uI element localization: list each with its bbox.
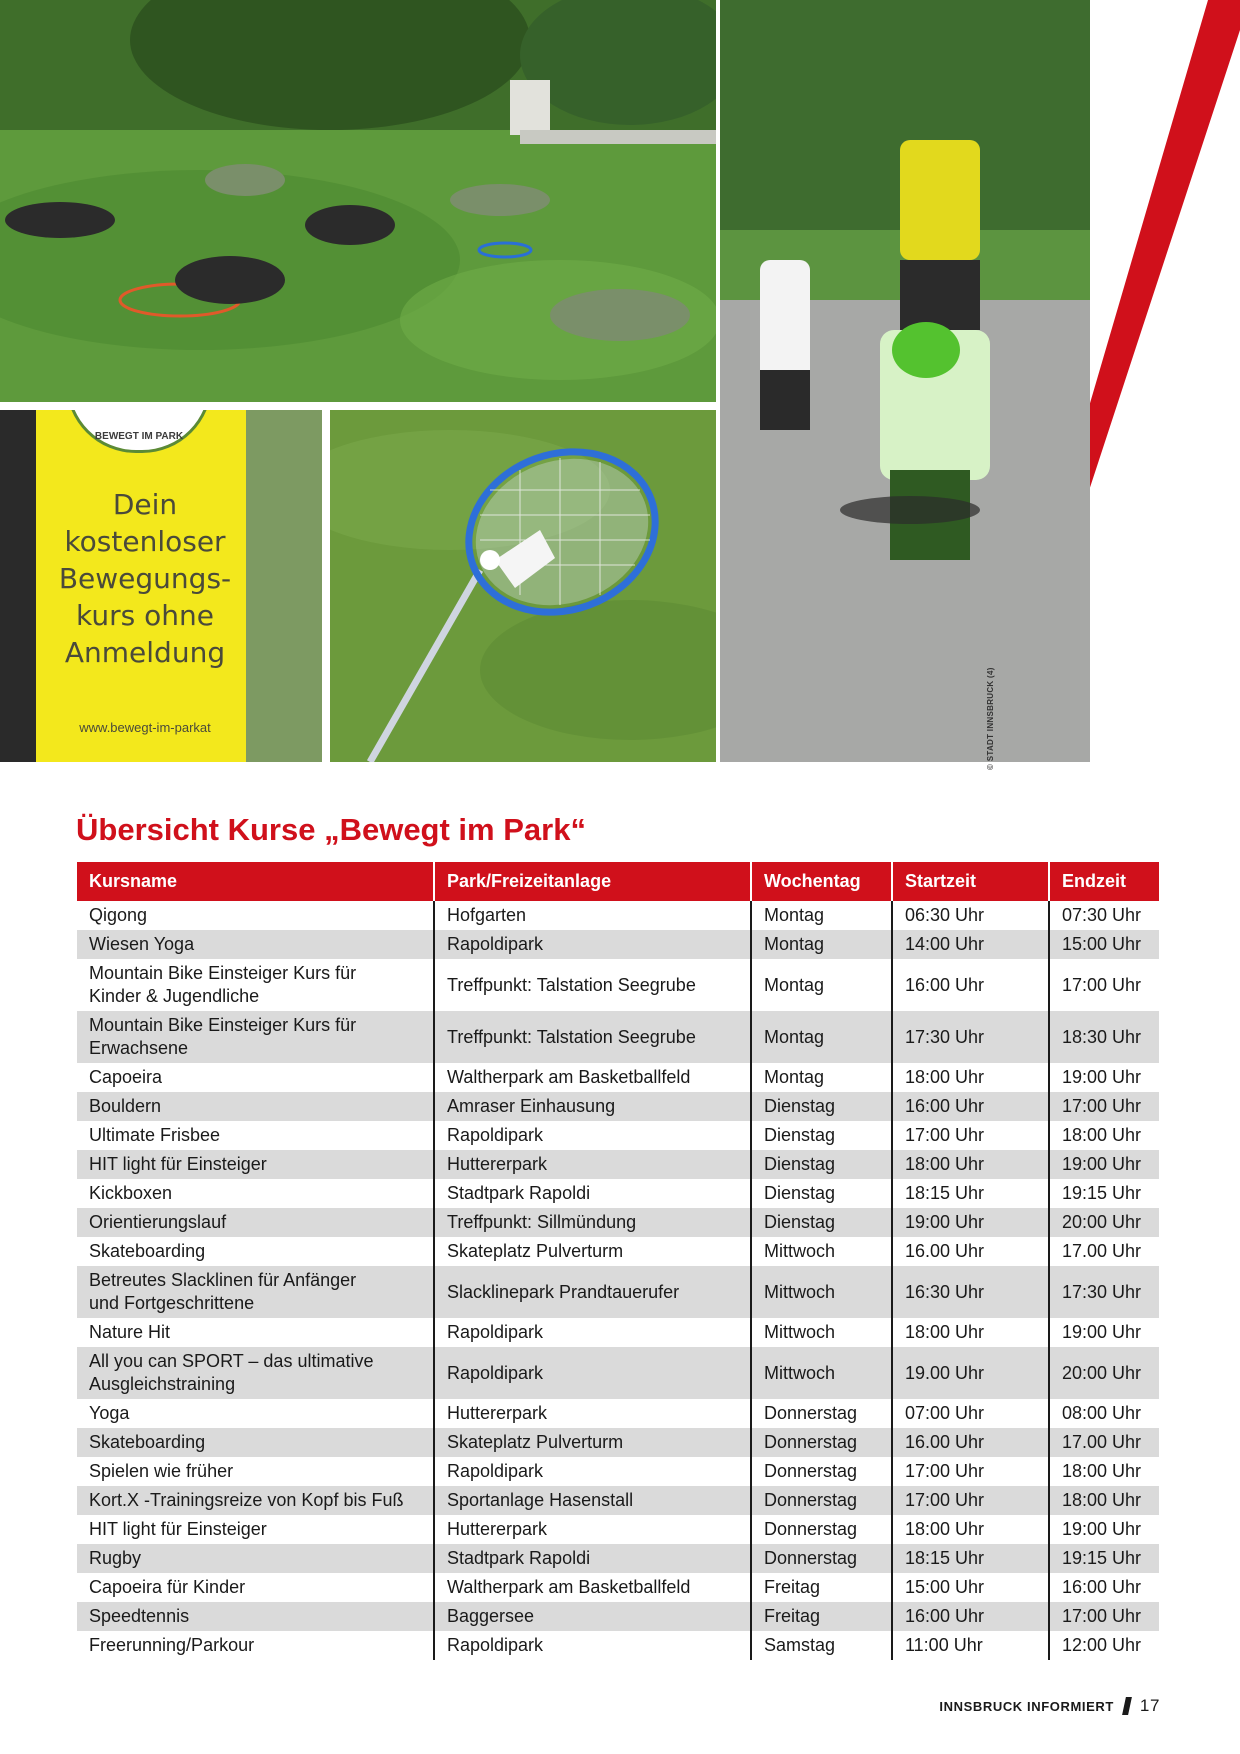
cell-startzeit: 14:00 Uhr <box>892 930 1049 959</box>
cell-startzeit: 17:00 Uhr <box>892 1121 1049 1150</box>
cell-park: Waltherpark am Basketballfeld <box>434 1063 751 1092</box>
banner-line-4: kurs ohne <box>76 599 214 632</box>
cell-endzeit: 17.00 Uhr <box>1049 1428 1159 1457</box>
table-row <box>77 1573 1159 1602</box>
cell-startzeit: 15:00 Uhr <box>892 1573 1049 1602</box>
page-number: 17 <box>1139 1696 1160 1715</box>
cell-endzeit: 19:00 Uhr <box>1049 1150 1159 1179</box>
cell-endzeit: 17.00 Uhr <box>1062 1241 1142 1261</box>
cell-park: Huttererpark <box>434 1399 751 1428</box>
cell-kursname: Orientierungslauf <box>77 1208 434 1237</box>
cell-startzeit: 16.00 Uhr <box>892 1428 1049 1457</box>
cell-wochentag: Mittwoch <box>751 1347 892 1399</box>
course-table <box>77 862 1159 1660</box>
cell-park: Sportanlage Hasenstall <box>434 1486 751 1515</box>
cell-wochentag: Donnerstag <box>751 1399 892 1428</box>
header-kursname: Kursname <box>77 862 434 901</box>
cell-endzeit: 17:00 Uhr <box>1062 974 1142 995</box>
cell-startzeit: 19.00 Uhr <box>892 1347 1049 1399</box>
cell-endzeit: 16:00 Uhr <box>1062 1577 1142 1597</box>
cell-park: Rapoldipark <box>434 1457 751 1486</box>
cell-wochentag: Mittwoch <box>751 1237 892 1266</box>
cell-kursname: Freerunning/Parkour <box>77 1631 434 1660</box>
cell-startzeit: 17:30 Uhr <box>892 1011 1049 1063</box>
cell-kursname: HIT light für Einsteiger <box>77 1150 434 1179</box>
cell-kursname: All you can SPORT – das ultimative Ausgleichstraining <box>77 1347 434 1399</box>
table-row <box>77 1347 1159 1399</box>
cell-park: Baggersee <box>434 1602 751 1631</box>
cell-kursname: Skateboarding <box>77 1237 434 1266</box>
table-row <box>77 1457 1159 1486</box>
page-title: Übersicht Kurse „Bewegt im Park“ <box>76 812 586 847</box>
cell-endzeit: 20:00 Uhr <box>1049 1208 1159 1237</box>
banner-line-3: Bewegungs- <box>58 562 232 595</box>
cell-endzeit: 19:00 Uhr <box>1062 1322 1142 1342</box>
cell-wochentag: Montag <box>751 959 892 1011</box>
cell-wochentag: Dienstag <box>751 1092 892 1121</box>
cell-wochentag: Montag <box>751 1063 892 1092</box>
cell-startzeit: 18:00 Uhr <box>892 1063 1049 1092</box>
cell-kursname: Yoga <box>77 1399 434 1428</box>
cell-startzeit: 16:00 Uhr <box>892 1092 1049 1121</box>
cell-wochentag: Donnerstag <box>751 1457 892 1486</box>
cell-park: Treffpunkt: Talstation Seegrube <box>434 1011 751 1063</box>
cell-wochentag: Donnerstag <box>751 1428 892 1457</box>
cell-kursname: Qigong <box>77 901 434 930</box>
cell-wochentag: Dienstag <box>751 1121 892 1150</box>
cell-park: Skateplatz Pulverturm <box>434 1428 751 1457</box>
cell-wochentag: Dienstag <box>751 1208 892 1237</box>
cell-kursname: Rugby <box>77 1544 434 1573</box>
table-row <box>77 1399 1159 1428</box>
cell-kursname: Mountain Bike Einsteiger Kurs für Erwachsene <box>77 1011 434 1063</box>
photo-badminton <box>330 410 716 762</box>
table-row <box>77 1121 1159 1150</box>
cell-park: Treffpunkt: Talstation Seegrube <box>434 959 751 1011</box>
cell-endzeit: 07:30 Uhr <box>1062 905 1142 925</box>
cell-startzeit: 07:00 Uhr <box>892 1399 1049 1428</box>
table-body <box>77 901 1159 1660</box>
cell-park: Rapoldipark <box>434 1318 751 1347</box>
cell-endzeit: 17:30 Uhr <box>1049 1266 1159 1318</box>
cell-startzeit: 17:00 Uhr <box>892 1457 1049 1486</box>
cell-wochentag: Mittwoch <box>751 1266 892 1318</box>
cell-park: Stadtpark Rapoldi <box>434 1544 751 1573</box>
table-row <box>77 1266 1159 1318</box>
table-row <box>77 1602 1159 1631</box>
table-row <box>77 1063 1159 1092</box>
publication-name: INNSBRUCK INFORMIERT <box>939 1698 1114 1714</box>
cell-kursname: Speedtennis <box>77 1602 434 1631</box>
cell-park: Treffpunkt: Sillmündung <box>434 1208 751 1237</box>
cell-startzeit: 18:00 Uhr <box>892 1318 1049 1347</box>
banner-line-1: Dein <box>112 488 178 521</box>
banner-line-2: kostenloser <box>64 525 226 558</box>
cell-wochentag: Montag <box>751 1011 892 1063</box>
photo-credit: © STADT INNSBRUCK (4) <box>986 667 995 770</box>
cell-wochentag: Donnerstag <box>751 1486 892 1515</box>
banner-badge: BEWEGT IM PARK <box>66 410 212 453</box>
banner-line-5: Anmeldung <box>64 636 226 669</box>
cell-endzeit: 19:15 Uhr <box>1049 1544 1159 1573</box>
cell-wochentag: Samstag <box>751 1631 892 1660</box>
banner-url: www.bewegt-im-parkat <box>79 720 211 735</box>
cell-kursname: Spielen wie früher <box>77 1457 434 1486</box>
cell-kursname: Mountain Bike Einsteiger Kurs für Kinder & Jugendliche <box>77 959 434 1011</box>
cell-startzeit: 11:00 Uhr <box>892 1631 1049 1660</box>
cell-startzeit: 17:00 Uhr <box>892 1486 1049 1515</box>
cell-park: Skateplatz Pulverturm <box>434 1237 751 1266</box>
table-row <box>77 1515 1159 1544</box>
cell-kursname: Wiesen Yoga <box>77 930 434 959</box>
cell-wochentag: Dienstag <box>751 1150 892 1179</box>
cell-wochentag: Donnerstag <box>751 1515 892 1544</box>
cell-park: Amraser Einhausung <box>434 1092 751 1121</box>
cell-startzeit: 16:00 Uhr <box>892 1602 1049 1631</box>
cell-endzeit: 08:00 Uhr <box>1062 1403 1142 1423</box>
cell-startzeit: 06:30 Uhr <box>892 901 1049 930</box>
cell-startzeit: 16.00 Uhr <box>892 1237 1049 1266</box>
cell-endzeit: 12:00 Uhr <box>1062 1635 1142 1655</box>
photo-banner <box>0 410 322 762</box>
header-startzeit: Startzeit <box>892 862 1049 901</box>
cell-park: Stadtpark Rapoldi <box>434 1179 751 1208</box>
table-row <box>77 1486 1159 1515</box>
cell-startzeit: 18:00 Uhr <box>892 1515 1049 1544</box>
cell-park: Waltherpark am Basketballfeld <box>434 1573 751 1602</box>
cell-wochentag: Mittwoch <box>751 1318 892 1347</box>
table-row <box>77 1011 1159 1063</box>
cell-park: Rapoldipark <box>434 1347 751 1399</box>
cell-endzeit: 20:00 Uhr <box>1049 1347 1159 1399</box>
cell-kursname: Ultimate Frisbee <box>77 1121 434 1150</box>
cell-park: Slacklinepark Prandtauerufer <box>434 1266 751 1318</box>
cell-startzeit: 18:15 Uhr <box>892 1179 1049 1208</box>
table-row <box>77 1092 1159 1121</box>
table-row <box>77 1318 1159 1347</box>
cell-kursname: Nature Hit <box>77 1318 434 1347</box>
cell-endzeit: 19:00 Uhr <box>1062 1519 1142 1539</box>
cell-park: Rapoldipark <box>434 1121 751 1150</box>
cell-park: Rapoldipark <box>434 1631 751 1660</box>
table-row <box>77 959 1159 1011</box>
cell-park: Rapoldipark <box>434 930 751 959</box>
table-row <box>77 930 1159 959</box>
cell-kursname: Capoeira für Kinder <box>77 1573 434 1602</box>
table-row <box>77 1237 1159 1266</box>
table-row <box>77 901 1159 930</box>
footer-divider <box>1122 1697 1132 1715</box>
cell-endzeit: 15:00 Uhr <box>1049 930 1159 959</box>
cell-endzeit: 17:00 Uhr <box>1049 1092 1159 1121</box>
cell-wochentag: Freitag <box>751 1573 892 1602</box>
cell-kursname: Kort.X -Trainingsreize von Kopf bis Fuß <box>77 1486 434 1515</box>
cell-endzeit: 18:30 Uhr <box>1049 1011 1159 1063</box>
cell-wochentag: Donnerstag <box>751 1544 892 1573</box>
cell-startzeit: 16:30 Uhr <box>892 1266 1049 1318</box>
cell-park: Huttererpark <box>434 1515 751 1544</box>
cell-kursname: Bouldern <box>77 1092 434 1121</box>
cell-startzeit: 19:00 Uhr <box>892 1208 1049 1237</box>
photo-kids-exercise <box>720 0 1090 762</box>
cell-endzeit: 18:00 Uhr <box>1049 1486 1159 1515</box>
cell-startzeit: 18:00 Uhr <box>892 1150 1049 1179</box>
cell-endzeit: 17:00 Uhr <box>1049 1602 1159 1631</box>
cell-wochentag: Montag <box>751 901 892 930</box>
cell-endzeit: 18:00 Uhr <box>1062 1125 1142 1145</box>
table-row <box>77 1179 1159 1208</box>
table-row <box>77 1544 1159 1573</box>
table-row <box>77 1631 1159 1660</box>
photo-fitness-group <box>0 0 716 402</box>
cell-kursname: HIT light für Einsteiger <box>77 1515 434 1544</box>
cell-kursname: Capoeira <box>77 1063 434 1092</box>
cell-kursname: Skateboarding <box>77 1428 434 1457</box>
table-row <box>77 1150 1159 1179</box>
table-row <box>77 1428 1159 1457</box>
cell-endzeit: 18:00 Uhr <box>1062 1461 1142 1481</box>
header-park: Park/Freizeitanlage <box>434 862 751 901</box>
cell-endzeit: 19:15 Uhr <box>1062 1183 1142 1203</box>
table-header-row <box>77 862 1159 901</box>
header-wochentag: Wochentag <box>751 862 892 901</box>
cell-wochentag: Freitag <box>751 1602 892 1631</box>
cell-kursname: Betreutes Slacklinen für Anfänger und Fortgeschrittene <box>77 1266 434 1318</box>
cell-park: Huttererpark <box>434 1150 751 1179</box>
cell-park: Hofgarten <box>434 901 751 930</box>
header-endzeit: Endzeit <box>1049 862 1159 901</box>
page-footer <box>939 1696 1160 1716</box>
table-row <box>77 1208 1159 1237</box>
cell-kursname: Kickboxen <box>77 1179 434 1208</box>
cell-startzeit: 16:00 Uhr <box>892 959 1049 1011</box>
cell-wochentag: Montag <box>751 930 892 959</box>
cell-wochentag: Dienstag <box>751 1179 892 1208</box>
cell-startzeit: 18:15 Uhr <box>892 1544 1049 1573</box>
cell-endzeit: 19:00 Uhr <box>1062 1067 1142 1087</box>
